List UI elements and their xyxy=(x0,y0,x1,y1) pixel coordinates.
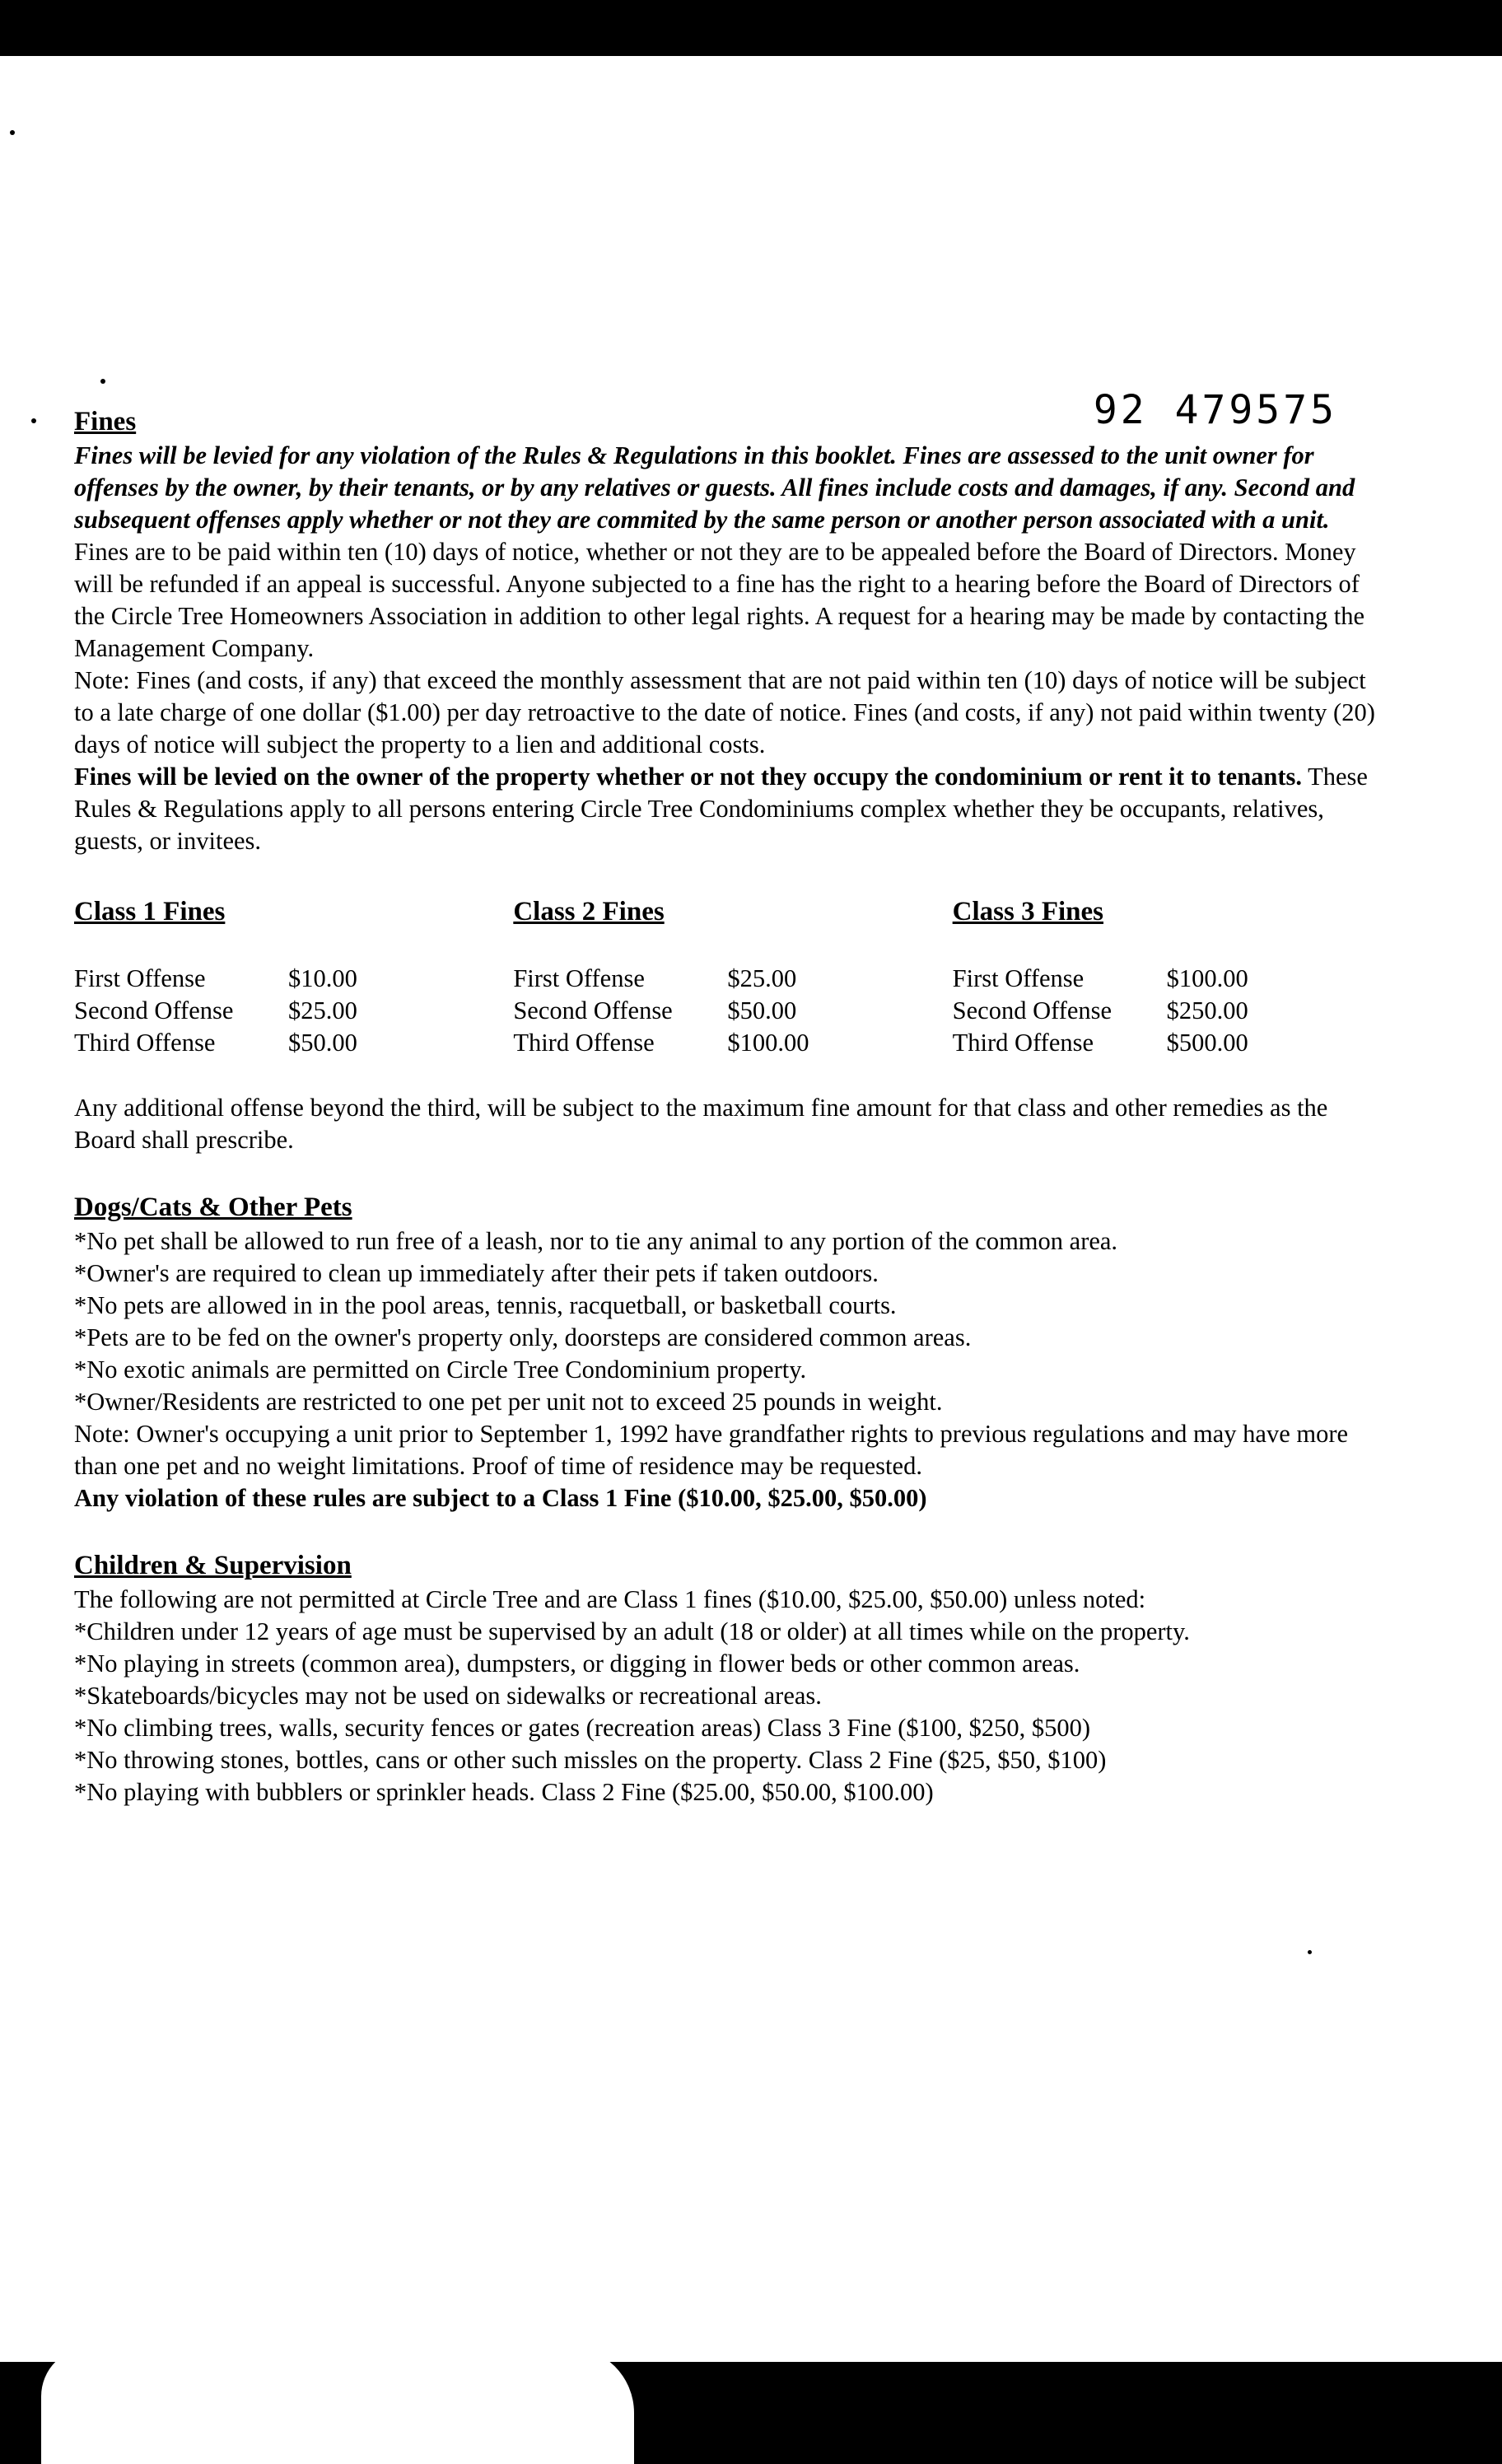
children-rule: *No playing with bubblers or sprinkler heads. Class 2 Fine ($25.00, $50.00, $100.00) xyxy=(74,1778,934,1806)
scan-speck xyxy=(1308,1950,1312,1954)
children-rule: *Skateboards/bicycles may not be used on sidewalks or recreational areas. xyxy=(74,1682,822,1710)
offense-label: Second Offense xyxy=(952,996,1113,1024)
fine-amount: $250.00 xyxy=(1166,996,1248,1024)
fine-amount: $50.00 xyxy=(727,996,797,1024)
class-title: Class 1 Fines xyxy=(74,897,226,926)
fine-amount: $100.00 xyxy=(727,1029,809,1057)
pet-rule: *Owner/Residents are restricted to one pet per unit not to exceed 25 pounds in weight. xyxy=(74,1388,943,1416)
scan-speck xyxy=(10,130,15,135)
offense-label: First Offense xyxy=(513,964,645,992)
offense-label: Third Offense xyxy=(74,1029,216,1057)
children-rule: *No throwing stones, bottles, cans or other such missles on the property. Class 2 Fine ($25, $50, $100) xyxy=(74,1746,1107,1774)
offense-label: First Offense xyxy=(74,964,206,992)
pets-note xyxy=(74,1418,1392,1482)
fine-row xyxy=(513,995,952,1027)
fine-amount: $50.00 xyxy=(288,1029,357,1057)
children-intro: The following are not permitted at Circle Tree and are Class 1 fines ($10.00, $25.00, $50.00) unless noted: xyxy=(74,1585,1146,1613)
note-label: Note: xyxy=(74,666,130,694)
fine-row xyxy=(74,995,513,1027)
offense-label: Second Offense xyxy=(74,996,234,1024)
children-rule: *Children under 12 years of age must be supervised by an adult (18 or older) at all times while on the property. xyxy=(74,1617,1190,1645)
fine-row xyxy=(513,1027,952,1059)
fines-note xyxy=(74,665,1392,761)
offense-label: Second Offense xyxy=(513,996,673,1024)
scan-artifact xyxy=(41,2347,634,2464)
children-rule: *No playing in streets (common area), dumpsters, or digging in flower beds or other common areas. xyxy=(74,1650,1080,1678)
offense-label: Third Offense xyxy=(513,1029,655,1057)
fine-amount: $100.00 xyxy=(1166,964,1248,992)
fine-row xyxy=(953,963,1392,995)
fine-row xyxy=(513,963,952,995)
children-section xyxy=(74,1547,1392,1808)
fines-owner-paragraph xyxy=(74,761,1392,857)
class-title: Class 2 Fines xyxy=(513,897,665,926)
note-text: Owner's occupying a unit prior to September 1, 1992 have grandfather rights to previous regulations and may have more than one pet and no weight limitations. Proof of time of residence may be requested. xyxy=(74,1420,1349,1480)
pets-heading: Dogs/Cats & Other Pets xyxy=(74,1192,352,1222)
fine-amount: $500.00 xyxy=(1166,1029,1248,1057)
pet-rule: *No pets are allowed in in the pool areas, tennis, racquetball, or basketball courts. xyxy=(74,1291,897,1319)
additional-offense-paragraph: Any additional offense beyond the third, will be subject to the maximum fine amount for that class and other remedies as the Board shall prescribe. xyxy=(74,1094,1328,1154)
fine-class-1 xyxy=(74,894,513,1059)
pets-violation: Any violation of these rules are subject to a Class 1 Fine ($10.00, $25.00, $50.00) xyxy=(74,1484,927,1512)
fines-heading: Fines xyxy=(74,407,137,436)
fine-row xyxy=(953,995,1392,1027)
fine-amount: $10.00 xyxy=(288,964,357,992)
offense-label: First Offense xyxy=(952,964,1085,992)
pet-rule: *No exotic animals are permitted on Circle Tree Condominium property. xyxy=(74,1356,807,1384)
note-label: Note: xyxy=(74,1420,130,1448)
owner-bold-text: Fines will be levied on the owner of the property whether or not they occupy the condominium or rent it to tenants. xyxy=(74,763,1303,791)
fine-row xyxy=(74,963,513,995)
children-heading: Children & Supervision xyxy=(74,1551,352,1580)
fine-class-3 xyxy=(953,894,1392,1059)
fine-amount: $25.00 xyxy=(727,964,797,992)
pets-section xyxy=(74,1189,1392,1514)
fines-payment-paragraph: Fines are to be paid within ten (10) days of notice, whether or not they are to be appealed before the Board of Directors. Money will be refunded if an appeal is successful. Anyone subjected to a fine has the right to a hearing before the Board of Directors of the Circle Tree Homeowners Association in addition to other legal rights. A request for a hearing may be made by contacting the Management Company. xyxy=(74,538,1364,662)
scan-speck xyxy=(100,379,105,384)
scan-speck xyxy=(31,418,36,423)
offense-label: Third Offense xyxy=(952,1029,1094,1057)
document-number: 92 479575 xyxy=(1093,387,1337,433)
pet-rule: *No pet shall be allowed to run free of a leash, nor to tie any animal to any portion of the common area. xyxy=(74,1227,1118,1255)
pet-rule: *Owner's are required to clean up immediately after their pets if taken outdoors. xyxy=(74,1259,879,1287)
fines-intro: Fines will be levied for any violation of the Rules & Regulations in this booklet. Fines are assessed to the unit owner for offenses by the owner, by their tenants, or by any relatives or guests. All fines include costs and damages, if any. Second and subsequent offenses apply whether or not they are commited by the same person or another person associated with a unit. xyxy=(74,441,1355,534)
note-text: Fines (and costs, if any) that exceed the monthly assessment that are not paid within ten (10) days of notice will be subject to a late charge of one dollar ($1.00) per day retroactive to the date of notice. Fines (and costs, if any) not paid within twenty (20) days of notice will subject the property to a lien and additional costs. xyxy=(74,666,1375,758)
class-title: Class 3 Fines xyxy=(952,897,1104,926)
fine-classes-table xyxy=(74,894,1392,1059)
children-rule: *No climbing trees, walls, security fences or gates (recreation areas) Class 3 Fine ($100, $250, $500) xyxy=(74,1714,1091,1742)
pet-rule: *Pets are to be fed on the owner's property only, doorsteps are considered common areas. xyxy=(74,1323,972,1351)
fine-class-2 xyxy=(513,894,952,1059)
document-body xyxy=(74,404,1392,1808)
fine-amount: $25.00 xyxy=(288,996,357,1024)
fine-row xyxy=(953,1027,1392,1059)
owner-rest-text: These Rules & Regulations apply to all persons entering Circle Tree Condominiums complex whether they be occupants, relatives, guests, or invitees. xyxy=(74,763,1368,855)
fine-row xyxy=(74,1027,513,1059)
